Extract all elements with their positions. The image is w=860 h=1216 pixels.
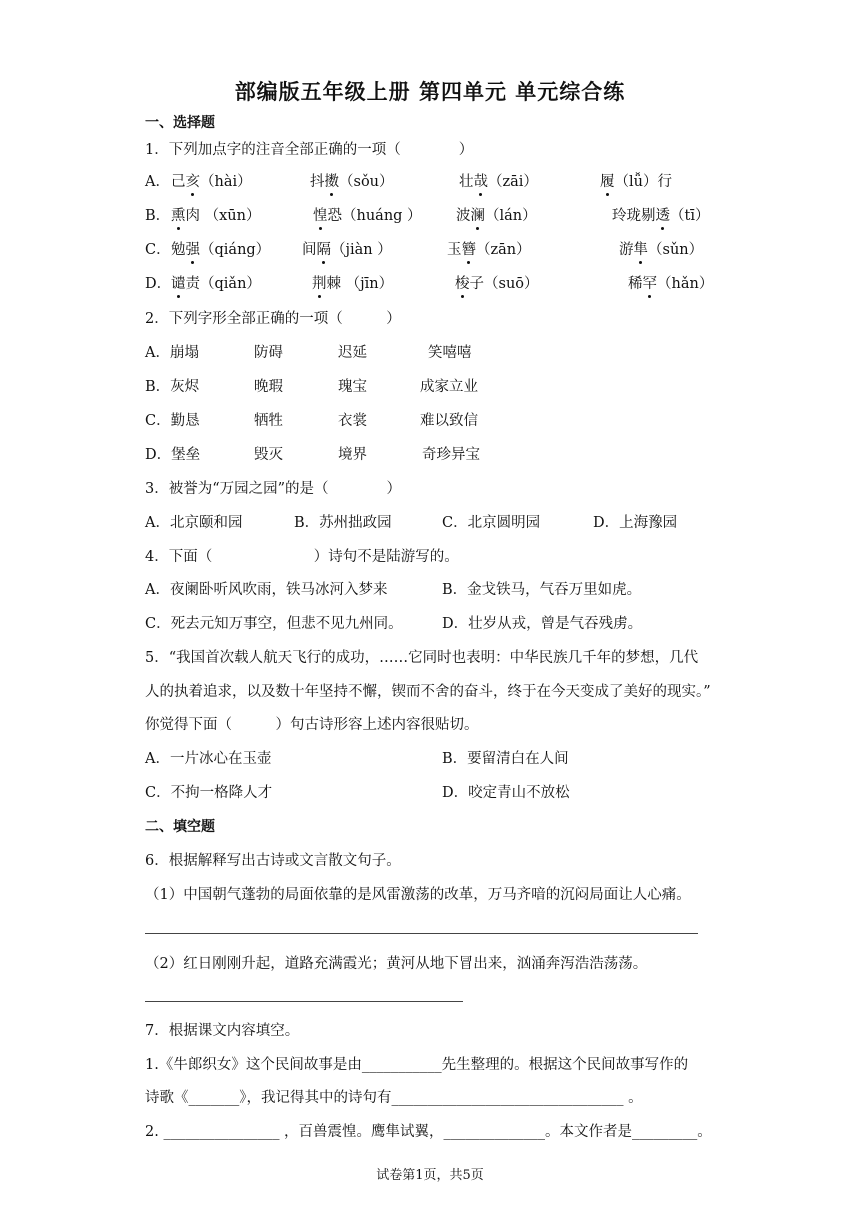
question-1-stem: 1．下列加点字的注音全部正确的一项（ ）	[145, 142, 474, 158]
question-7-line-1: 1.《牛郎织女》这个民间故事是由___________先生整理的。根据这个民间故事写作的	[145, 1057, 689, 1073]
question-3-stem: 3．被誉为“万园之园”的是（ ）	[145, 481, 402, 497]
question-5-line-3: 你觉得下面（ ）句古诗形容上述内容很贴切。	[145, 717, 479, 733]
option-item: 惶恐（huáng ）	[313, 208, 422, 224]
option-item: 游隼（sǔn）	[619, 242, 704, 258]
question-6-part-1: （1）中国朝气蓬勃的局面依靠的是风雷激荡的改革，万马齐喑的沉闷局面让人心痛。	[145, 887, 691, 903]
page-title: 部编版五年级上册 第四单元 单元综合练	[234, 80, 626, 104]
question-7-line-2: 诗歌《_______》，我记得其中的诗句有________________________________ 。	[145, 1090, 643, 1106]
question-6-stem: 6．根据解释写出古诗或文言散文句子。	[145, 853, 401, 869]
option-item: 玲珑剔透（tī）	[612, 208, 710, 224]
option-item: 谴责（qiǎn）	[171, 276, 261, 292]
option-item: 稀罕（hǎn）	[628, 276, 714, 292]
option-item: 壮哉（zāi）	[459, 174, 538, 190]
question-6-part-2: （2）红日刚刚升起，道路充满霞光；黄河从地下冒出来，汹涌奔泻浩浩荡荡。	[145, 956, 648, 972]
question-7-line-3: 2. ________________ ，百兽震惶。鹰隼试翼，______________。本文作者是_________。	[145, 1124, 712, 1140]
question-4-stem: 4．下面（ ）诗句不是陆游写的。	[145, 549, 459, 565]
section-heading-choice: 一、选择题	[145, 115, 215, 131]
option-item: 抖擞（sǒu）	[310, 174, 394, 190]
option-label: D．	[145, 276, 172, 292]
option-item: 玉簪（zān）	[447, 242, 531, 258]
answer-line-2[interactable]	[145, 1001, 463, 1002]
question-5-line-2: 人的执着追求，以及数十年坚持不懈，锲而不舍的奋斗，终于在今天变成了美好的现实。”	[145, 684, 711, 700]
option-label: A．	[145, 174, 170, 190]
option-item: 己亥（hài）	[171, 174, 252, 190]
option-label: B．	[145, 208, 171, 224]
option-item: 勉强（qiáng）	[171, 242, 271, 258]
option-item: 熏肉 （xūn）	[171, 208, 261, 224]
option-item: 履（lǚ）行	[600, 174, 672, 190]
answer-line-1[interactable]	[145, 933, 698, 934]
option-item: 波澜（lán）	[456, 208, 537, 224]
question-7-stem: 7．根据课文内容填空。	[145, 1023, 300, 1039]
question-5-line-1: 5．“我国首次载人航天飞行的成功，……它同时也表明：中华民族几千年的梦想，几代	[145, 650, 699, 666]
page-footer: 试卷第1页，共5页	[376, 1168, 484, 1183]
option-item: 荆棘 （jīn）	[312, 276, 394, 292]
question-2-stem: 2．下列字形全部正确的一项（ ）	[145, 311, 401, 327]
section-heading-fill: 二、填空题	[145, 819, 215, 835]
option-item: 间隔（jiàn ）	[302, 242, 392, 258]
option-label: C．	[145, 242, 171, 258]
option-item: 梭子（suō）	[455, 276, 539, 292]
